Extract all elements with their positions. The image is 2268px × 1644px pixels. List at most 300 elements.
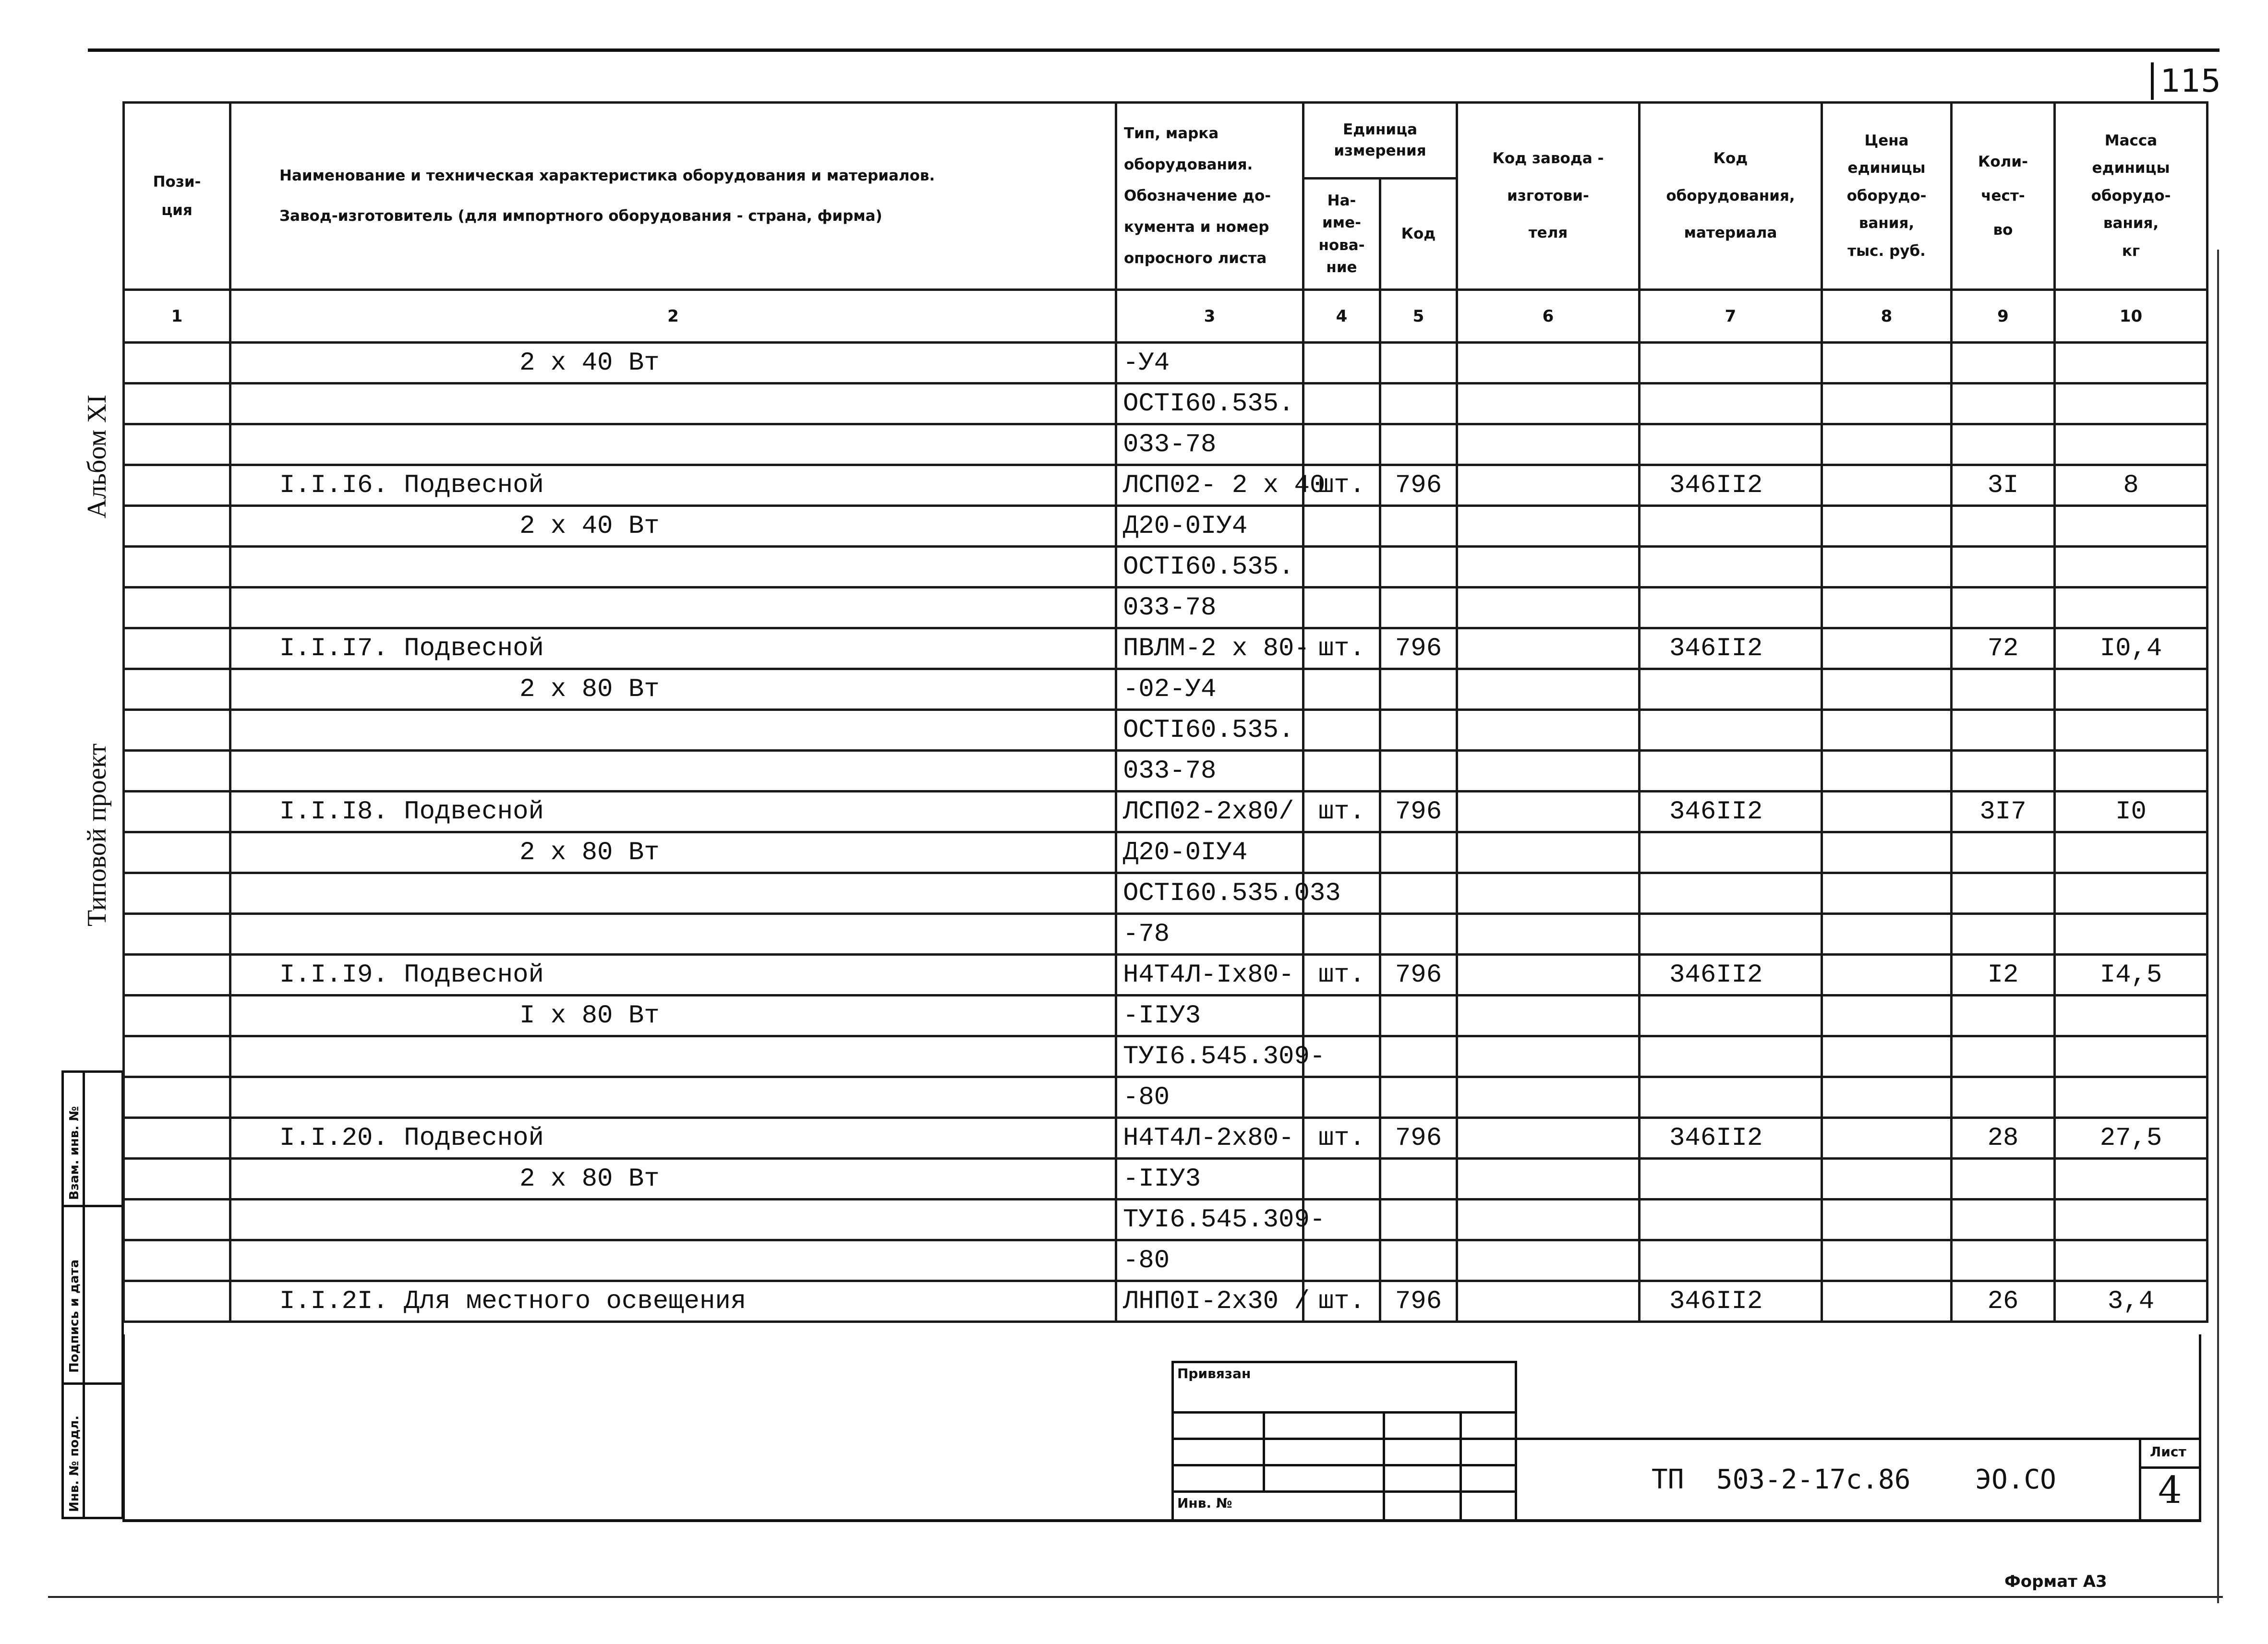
position-cell <box>124 669 230 710</box>
price-cell <box>1822 1281 1952 1322</box>
attached-label: Привязан <box>1177 1366 1251 1381</box>
quantity-cell: 28 <box>1952 1118 2055 1159</box>
table-row <box>124 1118 2208 1159</box>
document-designation: ТП 503-2-17с.86 ЭО.СО <box>1652 1464 2056 1495</box>
mass-cell: I0,4 <box>2055 628 2208 669</box>
mass-cell: 27,5 <box>2055 1118 2208 1159</box>
table-row <box>124 792 2208 832</box>
type-cell: ОСТI60.535.033 <box>1116 873 1303 914</box>
mass-cell <box>2055 343 2208 384</box>
equipment-code-cell: 346II2 <box>1640 792 1822 832</box>
type-cell: -80 <box>1116 1240 1303 1281</box>
unit-cell <box>1303 832 1380 873</box>
mass-cell <box>2055 547 2208 588</box>
column-number: 8 <box>1822 290 1952 343</box>
type-cell: ЛНП0I-2x30 / <box>1116 1281 1303 1322</box>
column-number: 4 <box>1303 290 1380 343</box>
position-cell <box>124 832 230 873</box>
table-row <box>124 1281 2208 1322</box>
equipment-code-cell: 346II2 <box>1640 1281 1822 1322</box>
title-block-line <box>1517 1438 2199 1440</box>
type-cell: -IIУ3 <box>1116 1159 1303 1200</box>
table-row <box>124 751 2208 792</box>
price-cell <box>1822 832 1952 873</box>
factory-code-cell <box>1457 384 1640 424</box>
title-block-line <box>1460 1411 1462 1522</box>
factory-code-cell <box>1457 1036 1640 1077</box>
type-cell: Д20-0IУ4 <box>1116 506 1303 547</box>
name-cell <box>230 1200 1116 1240</box>
name-cell: I.I.2I. Для местного освещения <box>230 1281 1116 1322</box>
position-cell <box>124 1200 230 1240</box>
price-cell <box>1822 1118 1952 1159</box>
equipment-code-cell <box>1640 710 1822 751</box>
position-cell <box>124 955 230 996</box>
type-cell: 033-78 <box>1116 751 1303 792</box>
equipment-code-cell <box>1640 832 1822 873</box>
unit-cell <box>1303 751 1380 792</box>
unit-code-cell <box>1380 547 1457 588</box>
unit-code-cell <box>1380 1036 1457 1077</box>
name-cell <box>230 424 1116 465</box>
factory-code-cell <box>1457 710 1640 751</box>
type-cell: 033-78 <box>1116 588 1303 628</box>
name-cell <box>230 1077 1116 1118</box>
equipment-code-cell <box>1640 1240 1822 1281</box>
quantity-cell <box>1952 506 2055 547</box>
unit-code-cell <box>1380 751 1457 792</box>
name-cell <box>230 710 1116 751</box>
unit-code-cell <box>1380 996 1457 1036</box>
title-block-line <box>2139 1438 2141 1522</box>
price-cell <box>1822 384 1952 424</box>
factory-code-cell <box>1457 1077 1640 1118</box>
title-block-line <box>2199 1334 2201 1522</box>
title-block-line <box>1171 1438 1517 1440</box>
mass-cell: I0 <box>2055 792 2208 832</box>
type-cell: Н4Т4Л-2x80- <box>1116 1118 1303 1159</box>
mass-cell <box>2055 914 2208 955</box>
mass-cell <box>2055 832 2208 873</box>
mass-cell <box>2055 588 2208 628</box>
header-name: Наименование и техническая характеристика оборудования и материалов. Завод-изготовитель (для импортного оборудования - страна, фирма) <box>230 103 1116 290</box>
equipment-code-cell <box>1640 343 1822 384</box>
type-cell: -80 <box>1116 1077 1303 1118</box>
unit-cell <box>1303 384 1380 424</box>
mass-cell <box>2055 996 2208 1036</box>
unit-cell <box>1303 669 1380 710</box>
quantity-cell <box>1952 424 2055 465</box>
position-cell <box>124 1077 230 1118</box>
factory-code-cell <box>1457 547 1640 588</box>
position-cell <box>124 1118 230 1159</box>
column-number: 9 <box>1952 290 2055 343</box>
equipment-code-cell <box>1640 996 1822 1036</box>
unit-code-cell <box>1380 384 1457 424</box>
unit-code-cell <box>1380 506 1457 547</box>
table-row <box>124 384 2208 424</box>
name-cell <box>230 873 1116 914</box>
quantity-cell <box>1952 1159 2055 1200</box>
stamp-label-inventory: Инв. № подл. <box>67 1415 82 1512</box>
table-row <box>124 955 2208 996</box>
column-number: 1 <box>124 290 230 343</box>
unit-cell: шт. <box>1303 465 1380 506</box>
type-cell: ОСТI60.535. <box>1116 384 1303 424</box>
sheet-label: Лист <box>2150 1444 2186 1460</box>
table-row <box>124 1077 2208 1118</box>
unit-code-cell <box>1380 424 1457 465</box>
quantity-cell: 72 <box>1952 628 2055 669</box>
name-cell <box>230 547 1116 588</box>
stamp-label-signature: Подпись и дата <box>67 1259 82 1373</box>
name-cell <box>230 588 1116 628</box>
unit-cell <box>1303 424 1380 465</box>
page-number-divider <box>2151 62 2154 100</box>
name-cell <box>230 384 1116 424</box>
unit-code-cell <box>1380 588 1457 628</box>
equipment-code-cell <box>1640 1200 1822 1240</box>
mass-cell <box>2055 1240 2208 1281</box>
quantity-cell <box>1952 547 2055 588</box>
stamp-label-replacement: Взам. инв. № <box>67 1106 82 1200</box>
unit-cell: шт. <box>1303 1118 1380 1159</box>
position-cell <box>124 1240 230 1281</box>
quantity-cell: 26 <box>1952 1281 2055 1322</box>
price-cell <box>1822 1159 1952 1200</box>
position-cell <box>124 384 230 424</box>
factory-code-cell <box>1457 465 1640 506</box>
position-cell <box>124 873 230 914</box>
factory-code-cell <box>1457 1159 1640 1200</box>
column-number: 7 <box>1640 290 1822 343</box>
unit-code-cell <box>1380 710 1457 751</box>
mass-cell <box>2055 424 2208 465</box>
mass-cell <box>2055 751 2208 792</box>
factory-code-cell <box>1457 506 1640 547</box>
quantity-cell <box>1952 343 2055 384</box>
price-cell <box>1822 343 1952 384</box>
name-cell: 2 x 40 Вт <box>230 506 1116 547</box>
price-cell <box>1822 1077 1952 1118</box>
quantity-cell <box>1952 996 2055 1036</box>
price-cell <box>1822 955 1952 996</box>
header-unit-code: Код <box>1380 179 1457 290</box>
unit-code-cell: 796 <box>1380 1118 1457 1159</box>
type-cell: ТУI6.545.309- <box>1116 1200 1303 1240</box>
quantity-cell <box>1952 832 2055 873</box>
unit-cell <box>1303 1077 1380 1118</box>
title-block-line <box>1383 1411 1385 1522</box>
unit-cell: шт. <box>1303 628 1380 669</box>
quantity-cell: I2 <box>1952 955 2055 996</box>
position-cell <box>124 792 230 832</box>
quantity-cell <box>1952 1077 2055 1118</box>
price-cell <box>1822 1036 1952 1077</box>
factory-code-cell <box>1457 669 1640 710</box>
factory-code-cell <box>1457 996 1640 1036</box>
unit-cell <box>1303 343 1380 384</box>
table-row <box>124 1240 2208 1281</box>
factory-code-cell <box>1457 628 1640 669</box>
title-block-line <box>1171 1361 1174 1522</box>
name-cell: I.I.I9. Подвесной <box>230 955 1116 996</box>
name-cell: 2 x 80 Вт <box>230 832 1116 873</box>
unit-cell <box>1303 710 1380 751</box>
quantity-cell <box>1952 669 2055 710</box>
left-stamp-separator <box>61 1205 124 1207</box>
price-cell <box>1822 588 1952 628</box>
type-cell: -IIУ3 <box>1116 996 1303 1036</box>
equipment-code-cell <box>1640 588 1822 628</box>
column-number: 5 <box>1380 290 1457 343</box>
header-unit-group: Единица измерения <box>1303 103 1457 179</box>
position-cell <box>124 547 230 588</box>
equipment-code-cell <box>1640 1036 1822 1077</box>
mass-cell <box>2055 506 2208 547</box>
unit-code-cell <box>1380 832 1457 873</box>
unit-code-cell: 796 <box>1380 955 1457 996</box>
table-row <box>124 547 2208 588</box>
name-cell: I.I.I7. Подвесной <box>230 628 1116 669</box>
position-cell <box>124 1159 230 1200</box>
type-cell: -78 <box>1116 914 1303 955</box>
name-cell: I x 80 Вт <box>230 996 1116 1036</box>
equipment-code-cell <box>1640 1077 1822 1118</box>
price-cell <box>1822 547 1952 588</box>
quantity-cell <box>1952 914 2055 955</box>
name-cell: I.I.20. Подвесной <box>230 1118 1116 1159</box>
table-row <box>124 832 2208 873</box>
unit-cell: шт. <box>1303 955 1380 996</box>
name-cell: I.I.I8. Подвесной <box>230 792 1116 832</box>
title-block-line <box>1515 1361 1517 1522</box>
quantity-cell <box>1952 873 2055 914</box>
column-number: 10 <box>2055 290 2208 343</box>
name-cell: I.I.I6. Подвесной <box>230 465 1116 506</box>
unit-code-cell <box>1380 914 1457 955</box>
unit-cell <box>1303 547 1380 588</box>
position-cell <box>124 628 230 669</box>
project-label: Типовой проект <box>82 743 112 926</box>
unit-cell: шт. <box>1303 792 1380 832</box>
mass-cell <box>2055 669 2208 710</box>
equipment-code-cell: 346II2 <box>1640 955 1822 996</box>
left-stamp-divider <box>83 1070 85 1519</box>
table-row <box>124 1159 2208 1200</box>
top-border-line <box>88 48 2220 52</box>
quantity-cell <box>1952 1200 2055 1240</box>
unit-cell <box>1303 914 1380 955</box>
equipment-code-cell <box>1640 1159 1822 1200</box>
factory-code-cell <box>1457 588 1640 628</box>
factory-code-cell <box>1457 792 1640 832</box>
equipment-code-cell: 346II2 <box>1640 1118 1822 1159</box>
mass-cell <box>2055 1159 2208 1200</box>
factory-code-cell <box>1457 1240 1640 1281</box>
price-cell <box>1822 506 1952 547</box>
title-block-line <box>1263 1411 1265 1490</box>
table-row <box>124 424 2208 465</box>
unit-code-cell: 796 <box>1380 1281 1457 1322</box>
sheet-number: 4 <box>2158 1469 2182 1512</box>
table-row <box>124 873 2208 914</box>
equipment-code-cell <box>1640 506 1822 547</box>
type-cell: ОСТI60.535. <box>1116 710 1303 751</box>
position-cell <box>124 751 230 792</box>
price-cell <box>1822 914 1952 955</box>
price-cell <box>1822 792 1952 832</box>
header-position: Пози- ция <box>124 103 230 290</box>
factory-code-cell <box>1457 751 1640 792</box>
format-label: Формат А3 <box>2004 1572 2107 1591</box>
table-row <box>124 1200 2208 1240</box>
equipment-code-cell <box>1640 384 1822 424</box>
unit-cell <box>1303 996 1380 1036</box>
factory-code-cell <box>1457 343 1640 384</box>
equipment-code-cell <box>1640 547 1822 588</box>
mass-cell: 3,4 <box>2055 1281 2208 1322</box>
unit-code-cell: 796 <box>1380 628 1457 669</box>
name-cell <box>230 914 1116 955</box>
price-cell <box>1822 1200 1952 1240</box>
table-row <box>124 914 2208 955</box>
price-cell <box>1822 465 1952 506</box>
table-row <box>124 588 2208 628</box>
mass-cell <box>2055 873 2208 914</box>
position-cell <box>124 424 230 465</box>
factory-code-cell <box>1457 1118 1640 1159</box>
mass-cell <box>2055 1036 2208 1077</box>
price-cell <box>1822 628 1952 669</box>
type-cell: ТУI6.545.309- <box>1116 1036 1303 1077</box>
header-quantity: Коли- чест- во <box>1952 103 2055 290</box>
factory-code-cell <box>1457 914 1640 955</box>
unit-code-cell <box>1380 343 1457 384</box>
left-stamp-separator <box>61 1382 124 1385</box>
table-row <box>124 669 2208 710</box>
equipment-code-cell: 346II2 <box>1640 465 1822 506</box>
title-block-line <box>1171 1361 1517 1363</box>
table-bottom-line <box>122 1519 2201 1522</box>
unit-cell <box>1303 588 1380 628</box>
factory-code-cell <box>1457 832 1640 873</box>
type-cell: Н4Т4Л-Ix80- <box>1116 955 1303 996</box>
title-block-line <box>122 1334 125 1522</box>
unit-code-cell <box>1380 1159 1457 1200</box>
position-cell <box>124 588 230 628</box>
equipment-code-cell <box>1640 424 1822 465</box>
table-row <box>124 1036 2208 1077</box>
type-cell: -02-У4 <box>1116 669 1303 710</box>
position-cell <box>124 1036 230 1077</box>
price-cell <box>1822 751 1952 792</box>
factory-code-cell <box>1457 1200 1640 1240</box>
table-row <box>124 343 2208 384</box>
type-cell: ЛСП02- 2 x 40 <box>1116 465 1303 506</box>
price-cell <box>1822 873 1952 914</box>
equipment-table <box>122 101 2208 1323</box>
price-cell <box>1822 710 1952 751</box>
header-mass: Масса единицы оборудо- вания, кг <box>2055 103 2208 290</box>
quantity-cell <box>1952 588 2055 628</box>
position-cell <box>124 343 230 384</box>
price-cell <box>1822 996 1952 1036</box>
factory-code-cell <box>1457 873 1640 914</box>
unit-code-cell: 796 <box>1380 465 1457 506</box>
unit-code-cell <box>1380 669 1457 710</box>
quantity-cell <box>1952 384 2055 424</box>
factory-code-cell <box>1457 424 1640 465</box>
table-row <box>124 996 2208 1036</box>
position-cell <box>124 506 230 547</box>
header-equipment-code: Код оборудования, материала <box>1640 103 1822 290</box>
header-factory-code: Код завода - изготови- теля <box>1457 103 1640 290</box>
header-type: Тип, марка оборудования. Обозначение до- кумента и номер опросного листа <box>1116 103 1303 290</box>
price-cell <box>1822 1240 1952 1281</box>
name-cell: 2 x 80 Вт <box>230 1159 1116 1200</box>
equipment-code-cell <box>1640 751 1822 792</box>
column-number: 3 <box>1116 290 1303 343</box>
name-cell <box>230 751 1116 792</box>
title-block-line <box>1171 1490 1517 1493</box>
type-cell: ЛСП02-2x80/ <box>1116 792 1303 832</box>
unit-cell <box>1303 506 1380 547</box>
type-cell: 033-78 <box>1116 424 1303 465</box>
unit-cell <box>1303 1159 1380 1200</box>
header-price: Цена единицы оборудо- вания, тыс. руб. <box>1822 103 1952 290</box>
unit-cell: шт. <box>1303 1281 1380 1322</box>
name-cell: 2 x 40 Вт <box>230 343 1116 384</box>
type-cell: -У4 <box>1116 343 1303 384</box>
equipment-code-cell <box>1640 914 1822 955</box>
name-cell <box>230 1036 1116 1077</box>
table-row <box>124 506 2208 547</box>
unit-code-cell <box>1380 1200 1457 1240</box>
type-cell: ОСТI60.535. <box>1116 547 1303 588</box>
mass-cell: I4,5 <box>2055 955 2208 996</box>
position-cell <box>124 996 230 1036</box>
page-number: 115 <box>2160 62 2221 99</box>
quantity-cell: 3I7 <box>1952 792 2055 832</box>
unit-cell <box>1303 1240 1380 1281</box>
bottom-border-line <box>48 1596 2223 1598</box>
position-cell <box>124 1281 230 1322</box>
mass-cell: 8 <box>2055 465 2208 506</box>
unit-code-cell <box>1380 873 1457 914</box>
name-cell <box>230 1240 1116 1281</box>
table-row <box>124 628 2208 669</box>
type-cell: ПВЛМ-2 x 80- <box>1116 628 1303 669</box>
album-label: Альбом XI <box>82 395 112 518</box>
quantity-cell <box>1952 1036 2055 1077</box>
mass-cell <box>2055 1077 2208 1118</box>
position-cell <box>124 465 230 506</box>
unit-code-cell: 796 <box>1380 792 1457 832</box>
title-block-line <box>1171 1464 1517 1466</box>
table-row <box>124 710 2208 751</box>
header-unit-name: На- име- нова- ние <box>1303 179 1380 290</box>
position-cell <box>124 710 230 751</box>
price-cell <box>1822 424 1952 465</box>
column-number: 2 <box>230 290 1116 343</box>
mass-cell <box>2055 384 2208 424</box>
column-number-row <box>124 290 2208 343</box>
quantity-cell: 3I <box>1952 465 2055 506</box>
position-cell <box>124 914 230 955</box>
right-margin-line <box>2217 250 2219 1603</box>
mass-cell <box>2055 1200 2208 1240</box>
